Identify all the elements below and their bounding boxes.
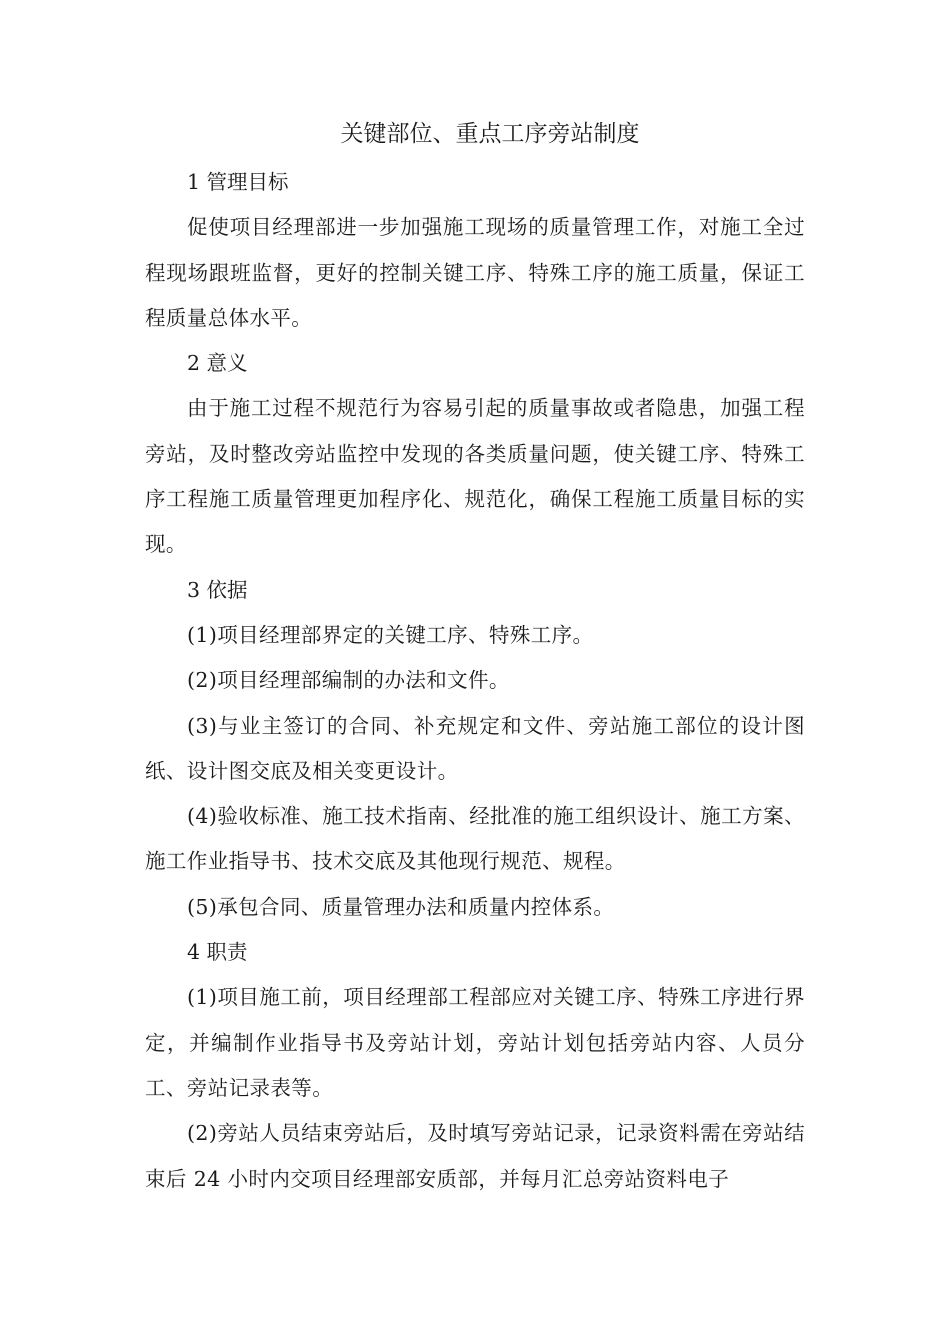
list-item-duties-2: (2)旁站人员结束旁站后，及时填写旁站记录，记录资料需在旁站结束后 24 小时内交项目经理部安质部，并每月汇总旁站资料电子 — [145, 1121, 805, 1191]
section-heading-duties: 4 职责 — [187, 940, 248, 965]
list-item-basis-4: (4)验收标准、施工技术指南、经批准的施工组织设计、施工方案、施工作业指导书、技术交底及其他现行规范、规程。 — [145, 804, 805, 874]
section-heading-goals: 1 管理目标 — [187, 170, 289, 194]
list-item-basis-5: (5)承包合同、质量管理办法和质量内控体系。 — [187, 894, 615, 919]
list-item-duties-1: (1)项目施工前，项目经理部工程部应对关键工序、特殊工序进行界定，并编制作业指导书及旁站计划，旁站计划包括旁站内容、人员分工、旁站记录表等。 — [145, 985, 805, 1100]
document-title: 关键部位、重点工序旁站制度 — [340, 121, 640, 147]
paragraph-goals: 促使项目经理部进一步加强施工现场的质量管理工作，对施工全过程现场跟班监督，更好的控制关键工序、特殊工序的施工质量，保证工程质量总体水平。 — [145, 215, 805, 330]
section-heading-basis: 3 依据 — [187, 577, 248, 602]
list-item-basis-3: (3)与业主签订的合同、补充规定和文件、旁站施工部位的设计图纸、设计图交底及相关变更设计。 — [145, 713, 805, 783]
list-item-basis-2: (2)项目经理部编制的办法和文件。 — [187, 668, 510, 693]
section-heading-significance: 2 意义 — [187, 351, 248, 376]
document-page — [145, 112, 805, 1202]
list-item-basis-1: (1)项目经理部界定的关键工序、特殊工序。 — [187, 622, 594, 647]
paragraph-significance: 由于施工过程不规范行为容易引起的质量事故或者隐患，加强工程旁站，及时整改旁站监控中发现的各类质量问题，使关键工序、特殊工序工程施工质量管理更加程序化、规范化，确保工程施工质量目标的实现。 — [145, 396, 805, 557]
